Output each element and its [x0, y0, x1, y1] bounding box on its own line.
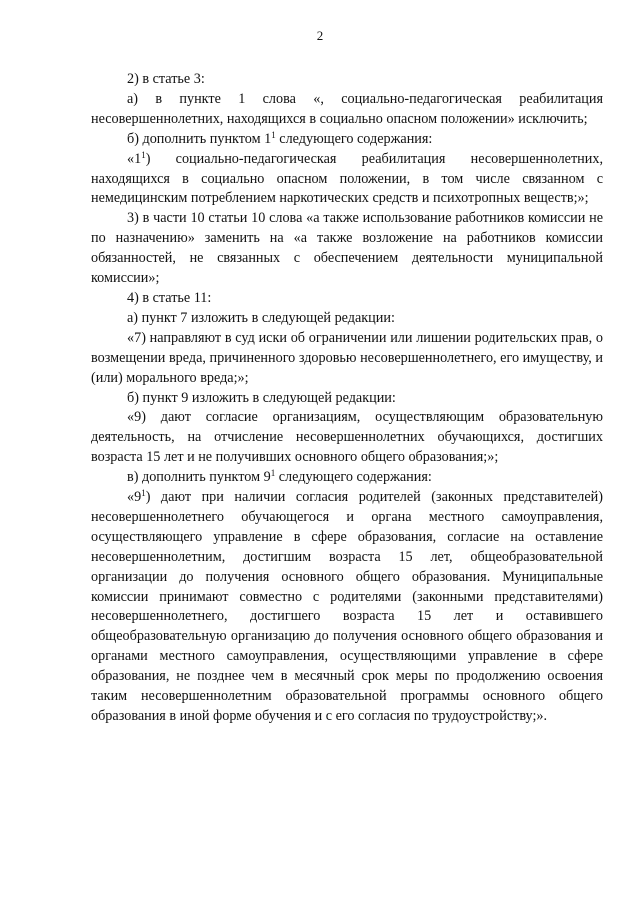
paragraph: [91, 289, 603, 309]
paragraph: [91, 488, 603, 727]
paragraph-text: в) дополнить пунктом 9: [127, 469, 271, 486]
paragraph: [91, 150, 603, 210]
paragraph-text: ) дают при наличии согласия родителей (законных представителей) несовершеннолетнего обучающегося и органа местного самоуправления, осуществляющего управление в сфере образования, согласие на оставление несовершеннолетним, достигшим возраста 15 лет, общеобразовательной организации до получения основного общего образования. Муниципальные комиссии принимают совместно с родителями (законными представителями) несовершеннолетнего, достигшего возраста 15 лет и оставившего общеобразовательную организацию до получения основного общего образования и органами местного самоуправления, осуществляющими управление в сфере образования, не позднее чем в месячный срок меры по продолжению освоения таким несовершеннолетним образовательной программы основного общего образования в иной форме обучения и с его согласия по трудоустройству;».: [91, 489, 603, 724]
paragraph: [91, 389, 603, 409]
superscript: 1: [271, 129, 276, 140]
paragraph-text: «9: [127, 489, 142, 506]
paragraph-text: «9) дают согласие организациям, осуществляющим образовательную деятельность, на отчисление несовершеннолетних обучающихся, достигших возраста 15 лет и не получивших основного общего образования;»;: [91, 409, 603, 466]
paragraph-text: ) социально-педагогическая реабилитация несовершеннолетних, находящихся в социально опасном положении, в том числе связанном с немедицинским потреблением наркотических средств и психотропных веществ;»;: [91, 150, 603, 207]
paragraph-text: б) дополнить пунктом 1: [127, 130, 272, 147]
superscript: 1: [141, 149, 146, 160]
document-body: [91, 70, 603, 727]
paragraph-text: «7) направляют в суд иски об ограничении или лишении родительских прав, о возмещении вреда, причиненного здоровью несовершеннолетнего, его имуществу, и (или) морального вреда;»;: [91, 329, 603, 386]
paragraph: [91, 90, 603, 130]
paragraph-text: следующего содержания:: [275, 130, 433, 147]
paragraph-text: а) пункт 7 изложить в следующей редакции:: [127, 309, 395, 326]
paragraph: [91, 130, 603, 150]
superscript: 1: [141, 488, 146, 499]
paragraph: [91, 329, 603, 389]
paragraph-text: 3) в части 10 статьи 10 слова «а также использование работников комиссии не по назначению» заменить на «а также возложение на работников комиссии обязанностей, не связанных с обеспечением деятельности муниципальной комиссии»;: [91, 210, 603, 287]
paragraph: [91, 408, 603, 468]
paragraph: [91, 70, 603, 90]
paragraph-text: 4) в статье 11:: [127, 289, 212, 306]
paragraph-text: следующего содержания:: [275, 469, 432, 486]
superscript: 1: [270, 468, 276, 479]
paragraph: [91, 209, 603, 289]
paragraph-text: «1: [127, 150, 142, 167]
page-number: 2: [316, 28, 324, 43]
paragraph-text: а) в пункте 1 слова «, социально-педагогическая реабилитация несовершеннолетних, находящихся в социально опасном положении» исключить;: [91, 90, 603, 127]
paragraph-text: б) пункт 9 изложить в следующей редакции:: [127, 389, 396, 406]
paragraph: [91, 468, 603, 488]
paragraph: [91, 309, 603, 329]
paragraph-text: 2) в статье 3:: [127, 71, 205, 87]
